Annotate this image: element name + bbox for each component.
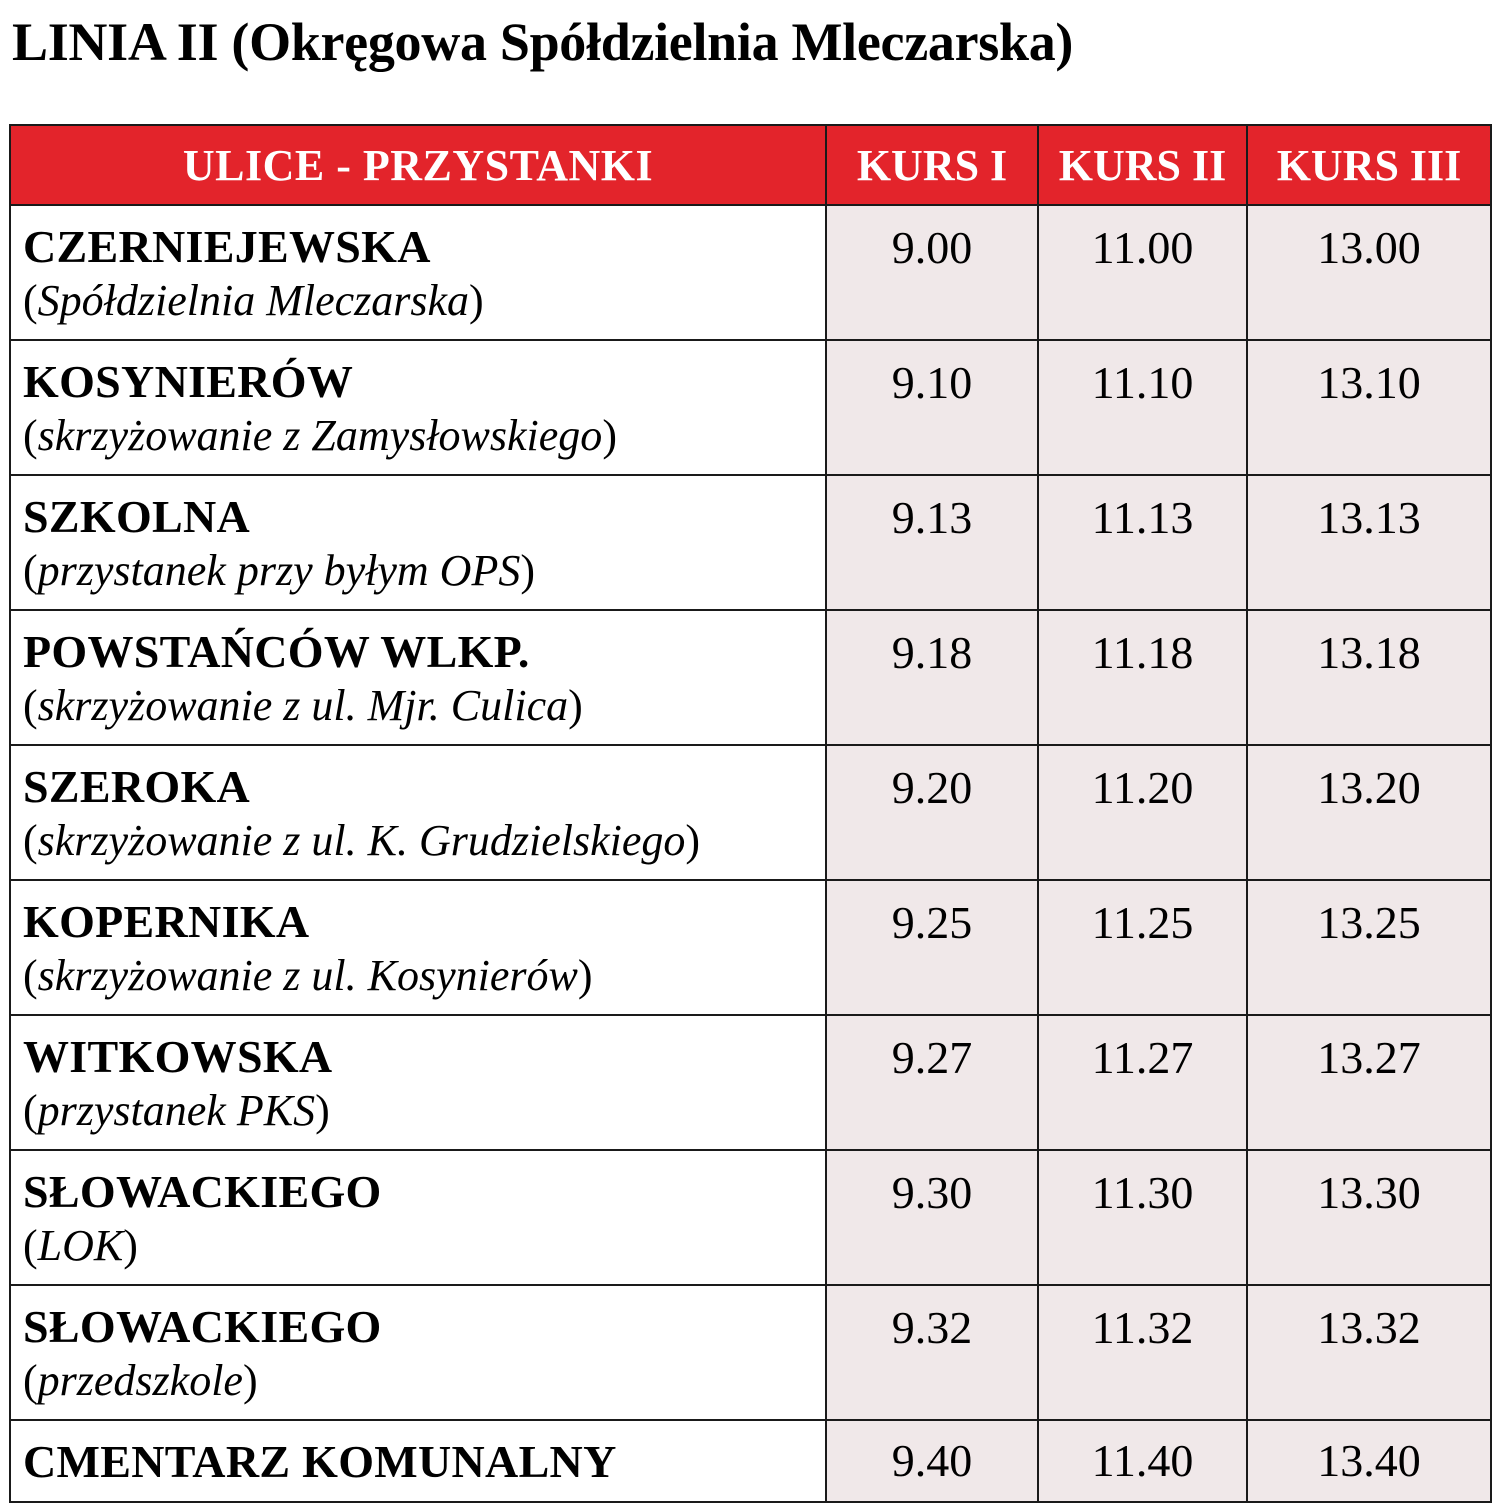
street-name: SZKOLNA — [23, 491, 251, 542]
close-paren: ) — [577, 951, 593, 1000]
time-kurs-3: 13.30 — [1247, 1150, 1491, 1285]
close-paren: ) — [568, 681, 583, 730]
close-paren: ) — [520, 546, 535, 595]
table-row — [10, 205, 1491, 340]
time-kurs-3: 13.00 — [1247, 205, 1491, 340]
time-kurs-1: 9.30 — [826, 1150, 1038, 1285]
time-kurs-3: 13.13 — [1247, 475, 1491, 610]
open-paren: ( — [23, 546, 38, 595]
stop-note-text: przystanek przy byłym OPS — [37, 546, 521, 595]
time-kurs-3: 13.25 — [1247, 880, 1491, 1015]
street-name: SŁOWACKIEGO — [23, 1166, 382, 1217]
time-kurs-2: 11.10 — [1038, 340, 1247, 475]
time-kurs-3: 13.20 — [1247, 745, 1491, 880]
stop-note — [23, 679, 825, 733]
stop-cell — [10, 610, 826, 745]
table-row — [10, 745, 1491, 880]
table-row — [10, 475, 1491, 610]
timetable — [9, 124, 1492, 1503]
time-kurs-3: 13.32 — [1247, 1285, 1491, 1420]
table-row — [10, 610, 1491, 745]
stop-note-text: LOK — [37, 1221, 124, 1270]
open-paren: ( — [23, 276, 38, 325]
time-kurs-2: 11.00 — [1038, 205, 1247, 340]
time-kurs-2: 11.27 — [1038, 1015, 1247, 1150]
stop-cell — [10, 1420, 826, 1502]
header-kurs-1: KURS I — [826, 125, 1038, 205]
close-paren: ) — [685, 816, 701, 865]
street-name: WITKOWSKA — [23, 1031, 333, 1082]
time-kurs-2: 11.25 — [1038, 880, 1247, 1015]
stop-note — [23, 274, 825, 328]
time-kurs-1: 9.13 — [826, 475, 1038, 610]
table-row — [10, 1420, 1491, 1502]
open-paren: ( — [23, 816, 38, 865]
street-name: SŁOWACKIEGO — [23, 1301, 382, 1352]
stop-note — [23, 544, 825, 598]
open-paren: ( — [23, 951, 38, 1000]
open-paren: ( — [23, 681, 38, 730]
stop-cell — [10, 1015, 826, 1150]
header-row — [10, 125, 1491, 205]
close-paren: ) — [469, 276, 484, 325]
time-kurs-1: 9.18 — [826, 610, 1038, 745]
time-kurs-2: 11.13 — [1038, 475, 1247, 610]
time-kurs-3: 13.18 — [1247, 610, 1491, 745]
street-name: SZEROKA — [23, 761, 251, 812]
time-kurs-1: 9.25 — [826, 880, 1038, 1015]
street-name: POWSTAŃCÓW WLKP. — [23, 626, 530, 677]
close-paren: ) — [242, 1356, 258, 1405]
close-paren: ) — [123, 1221, 138, 1270]
open-paren: ( — [23, 1221, 38, 1270]
open-paren: ( — [23, 1086, 38, 1135]
table-row — [10, 1150, 1491, 1285]
table-row — [10, 1015, 1491, 1150]
stop-note — [23, 949, 825, 1003]
stop-note-text: skrzyżowanie z Zamysłowskiego — [37, 411, 603, 460]
time-kurs-1: 9.27 — [826, 1015, 1038, 1150]
time-kurs-1: 9.40 — [826, 1420, 1038, 1502]
stop-note-text: przystanek PKS — [37, 1086, 316, 1135]
time-kurs-2: 11.18 — [1038, 610, 1247, 745]
stop-note-text: skrzyżowanie z ul. Mjr. Culica — [37, 681, 569, 730]
street-name: CMENTARZ KOMUNALNY — [23, 1436, 617, 1487]
stop-note — [23, 1354, 825, 1408]
stop-note — [23, 409, 825, 463]
close-paren: ) — [315, 1086, 330, 1135]
street-name: KOPERNIKA — [23, 896, 310, 947]
table-row — [10, 340, 1491, 475]
page-title: LINIA II (Okręgowa Spółdzielnia Mleczarska) — [12, 12, 1074, 72]
time-kurs-1: 9.10 — [826, 340, 1038, 475]
time-kurs-3: 13.27 — [1247, 1015, 1491, 1150]
header-streets: ULICE - PRZYSTANKI — [10, 125, 826, 205]
table-row — [10, 880, 1491, 1015]
stop-cell — [10, 1150, 826, 1285]
time-kurs-2: 11.20 — [1038, 745, 1247, 880]
time-kurs-3: 13.40 — [1247, 1420, 1491, 1502]
header-kurs-3: KURS III — [1247, 125, 1491, 205]
stop-cell — [10, 205, 826, 340]
time-kurs-2: 11.40 — [1038, 1420, 1247, 1502]
stop-cell — [10, 1285, 826, 1420]
time-kurs-1: 9.20 — [826, 745, 1038, 880]
stop-cell — [10, 880, 826, 1015]
street-name: CZERNIEJEWSKA — [23, 221, 431, 272]
close-paren: ) — [602, 411, 617, 460]
stop-cell — [10, 475, 826, 610]
stop-cell — [10, 745, 826, 880]
open-paren: ( — [23, 411, 38, 460]
stop-note — [23, 1084, 825, 1138]
table-row — [10, 1285, 1491, 1420]
street-name: KOSYNIERÓW — [23, 356, 354, 407]
stop-note — [23, 814, 825, 868]
stop-note-text: przedszkole — [37, 1356, 243, 1405]
header-kurs-2: KURS II — [1038, 125, 1247, 205]
open-paren: ( — [23, 1356, 38, 1405]
time-kurs-1: 9.32 — [826, 1285, 1038, 1420]
stop-note-text: skrzyżowanie z ul. Kosynierów — [37, 951, 578, 1000]
stop-note — [23, 1219, 825, 1273]
stop-note-text: Spółdzielnia Mleczarska — [37, 276, 470, 325]
time-kurs-2: 11.30 — [1038, 1150, 1247, 1285]
time-kurs-2: 11.32 — [1038, 1285, 1247, 1420]
stop-note-text: skrzyżowanie z ul. K. Grudzielskiego — [37, 816, 686, 865]
time-kurs-3: 13.10 — [1247, 340, 1491, 475]
stop-cell — [10, 340, 826, 475]
time-kurs-1: 9.00 — [826, 205, 1038, 340]
